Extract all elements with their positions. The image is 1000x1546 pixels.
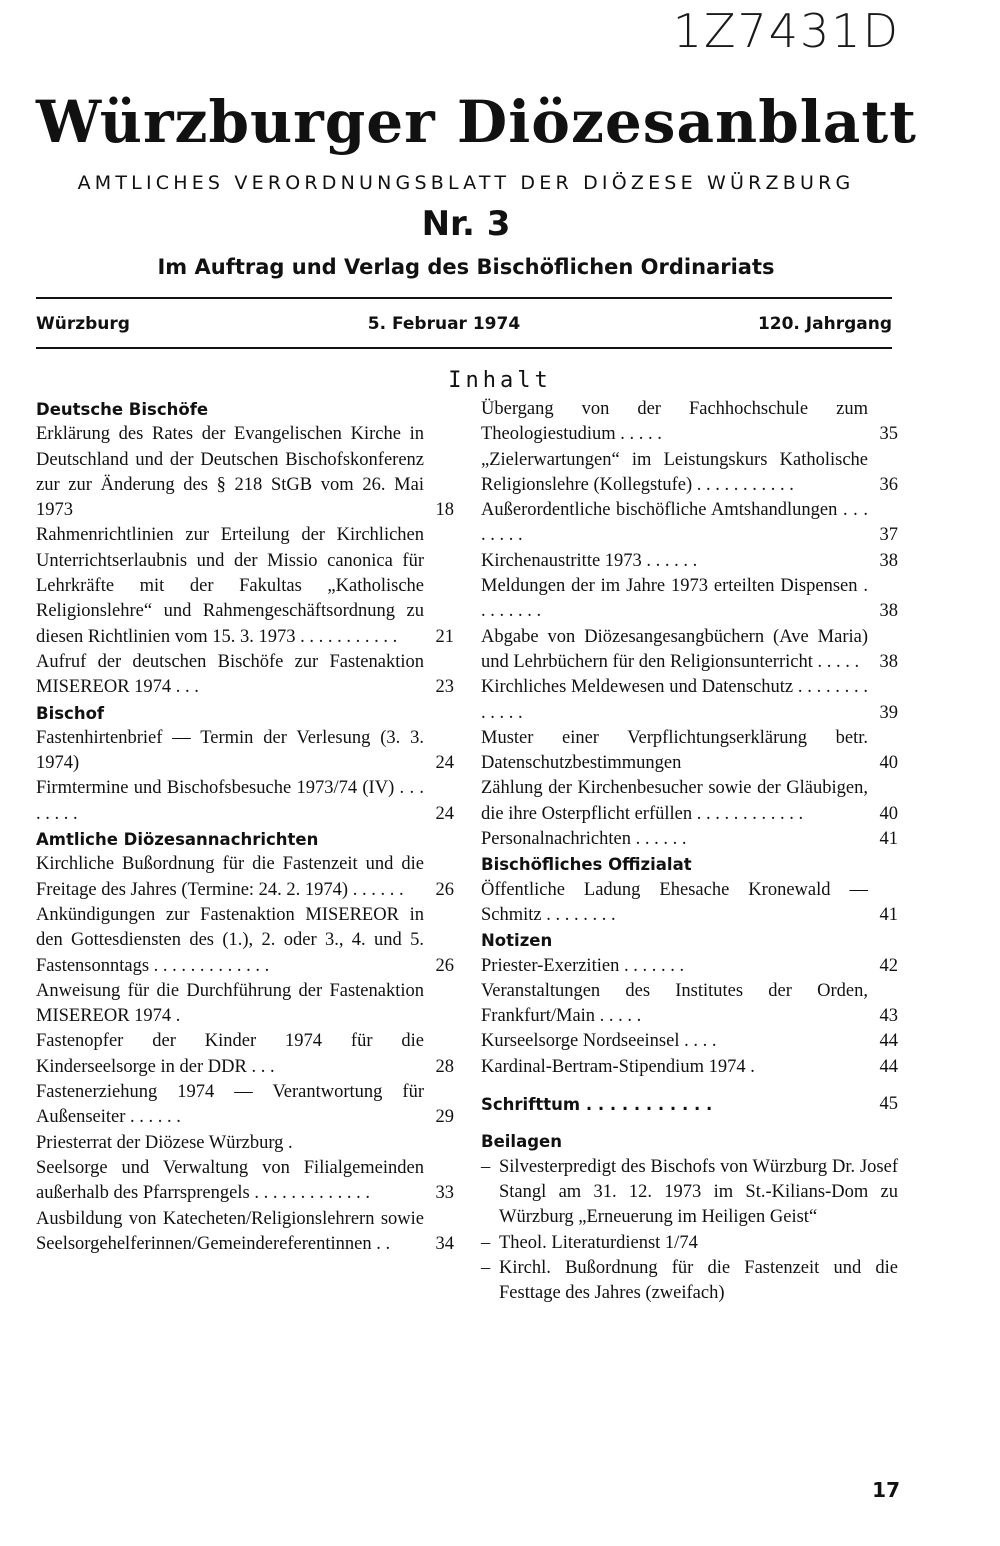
toc-entry-page: 45 [879, 1094, 898, 1115]
toc-entry [481, 1029, 898, 1054]
dash-bullet: – [481, 1257, 491, 1278]
toc-entry-title: Aufruf der deutschen Bischöfe zur Fastenaktion MISEREOR 1974 . . . [36, 651, 424, 698]
toc-entry-page: 24 [435, 803, 454, 824]
toc-entry-title: „Zielerwartungen“ im Leistungskurs Katholische Religionslehre (Kollegstufe) . . . . . . . . . . . [481, 449, 868, 495]
toc-entry [481, 397, 898, 448]
archive-signature: 1Z7431D [672, 4, 900, 58]
supplement-item [481, 1231, 898, 1256]
toc-entry [481, 1092, 898, 1117]
toc-entry-title: Übergang von der Fachhochschule zum Theologiestudium . . . . . [481, 399, 868, 445]
toc-entry [36, 523, 454, 649]
section-heading: Deutsche Bischöfe [36, 400, 209, 419]
toc-entry-page: 36 [879, 474, 898, 495]
dash-bullet: – [481, 1156, 491, 1177]
toc-entry-title: Priesterrat der Diözese Würzburg . [36, 1132, 293, 1153]
dateline-date: 5. Februar 1974 [367, 314, 521, 334]
toc-entry-page: 34 [435, 1233, 454, 1254]
section-heading: Beilagen [481, 1132, 562, 1152]
toc-entry-page: 44 [879, 1031, 898, 1052]
toc-entry [481, 675, 898, 726]
toc-entry-page: 33 [435, 1183, 454, 1204]
toc-entry-title: Seelsorge und Verwaltung von Filialgemeinden außerhalb des Pfarrsprengels . . . . . . . . . . . . . [36, 1157, 424, 1204]
toc-entry-page: 23 [435, 677, 454, 698]
toc-entry-title: Kirchliches Meldewesen und Datenschutz . . . . . . . . . . . . . [481, 677, 868, 723]
toc-entry-title: Veranstaltungen des Institutes der Orden, Frankfurt/Main . . . . . [481, 980, 868, 1027]
toc-entry-title: Öffentliche Ladung Ehesache Kronewald — Schmitz . . . . . . . . [481, 879, 868, 925]
page-number: 17 [872, 1478, 900, 1502]
toc-entry-title: Rahmenrichtlinien zur Erteilung der Kirchlichen Unterrichtserlaubnis und der Missio canonica für Lehrkräfte mit der Fakultas „Katholische Religionslehre“ und Rahmengeschäftsordnung zu diesen Richtlinien vom 15. 3. 1973 . . . . . . . . . . . [36, 525, 424, 647]
section-heading: Notizen [481, 931, 553, 951]
toc-entry-page: 40 [879, 753, 898, 774]
toc-entry [481, 954, 898, 979]
toc-entry-title: Kardinal-Bertram-Stipendium 1974 . [481, 1056, 755, 1077]
dash-bullet: – [481, 1232, 491, 1253]
top-rule [36, 297, 892, 299]
toc-entry-title: Personalnachrichten . . . . . . [481, 829, 687, 850]
toc-entry [481, 625, 898, 676]
toc-entry-title: Anweisung für die Durchführung der Fastenaktion MISEREOR 1974 . [36, 980, 424, 1027]
dateline-volume: 120. Jahrgang [757, 314, 892, 334]
toc-entry [36, 852, 454, 903]
toc-entry [36, 650, 454, 701]
toc-entry [36, 1131, 454, 1156]
supplement-text: Kirchl. Bußordnung für die Fastenzeit und die Festtage des Jahres (zweifach) [499, 1257, 898, 1304]
toc-entry-page: 39 [879, 702, 898, 723]
toc-entry-page: 24 [435, 753, 454, 774]
toc-entry-title: Fastenerziehung 1974 — Verantwortung für Außenseiter . . . . . . [36, 1082, 424, 1128]
toc-entry [36, 422, 454, 523]
contents-right-column [481, 397, 898, 1306]
toc-entry-page: 37 [879, 525, 898, 546]
toc-entry-page: 35 [879, 424, 898, 445]
toc-entry-title: Zählung der Kirchenbesucher sowie der Gläubigen, die ihre Osterpflicht erfüllen . . . . . . . . . . . . [481, 778, 868, 824]
toc-entry-page: 43 [879, 1006, 898, 1027]
publisher-line: Im Auftrag und Verlag des Bischöflichen Ordinariats [157, 255, 775, 279]
toc-entry-title: Fastenhirtenbrief — Termin der Verlesung (3. 3. 1974) [36, 727, 424, 774]
toc-entry [36, 1029, 454, 1080]
section-heading: Amtliche Diözesannachrichten [36, 830, 319, 850]
issue-number: Nr. 3 [421, 204, 511, 244]
toc-entry [481, 498, 898, 549]
toc-entry [36, 1080, 454, 1131]
supplement-item [481, 1256, 898, 1307]
contents-heading: Inhalt [448, 368, 552, 393]
toc-entry-title: Muster einer Verpflichtungserklärung betr. Datenschutzbestimmungen [481, 727, 868, 774]
bottom-rule [36, 347, 892, 349]
supplement-item [481, 1155, 898, 1231]
toc-entry-page: 38 [879, 651, 898, 672]
toc-entry-page: 26 [435, 879, 454, 900]
toc-entry [481, 726, 898, 777]
toc-entry [36, 1156, 454, 1207]
toc-entry-title: Fastenopfer der Kinder 1974 für die Kinderseelsorge in der DDR . . . [36, 1031, 424, 1077]
section-heading: Bischöfliches Offizialat [481, 855, 692, 875]
toc-entry-title: Abgabe von Diözesangesangbüchern (Ave Maria) und Lehrbüchern für den Religionsunterricht . . . . . [481, 626, 868, 672]
contents-left-column [36, 397, 454, 1257]
toc-entry-title: Erklärung des Rates der Evangelischen Kirche in Deutschland und der Deutschen Bischofskonferenz zur zur Änderung des § 218 StGB vom 26. Mai 1973 [36, 424, 424, 521]
toc-entry [36, 776, 454, 827]
toc-entry-page: 41 [879, 829, 898, 850]
toc-entry [36, 1207, 454, 1258]
supplement-text: Theol. Literaturdienst 1/74 [499, 1232, 698, 1253]
toc-entry-title: Meldungen der im Jahre 1973 erteilten Dispensen . . . . . . . . [481, 576, 868, 622]
spacer [481, 1080, 898, 1092]
toc-entry-page: 26 [435, 955, 454, 976]
toc-entry-title: Firmtermine und Bischofsbesuche 1973/74 (IV) . . . . . . . . [36, 778, 424, 824]
toc-entry [481, 827, 898, 852]
spacer [481, 1117, 898, 1129]
toc-entry-title: Kirchliche Bußordnung für die Fastenzeit und die Freitage des Jahres (Termine: 24. 2. 1974) . . . . . . [36, 854, 424, 900]
toc-entry [481, 448, 898, 499]
toc-entry-page: 29 [435, 1107, 454, 1128]
toc-entry-title: Schrifttum . . . . . . . . . . . [481, 1095, 713, 1115]
dateline-place: Würzburg [36, 314, 130, 334]
toc-entry [481, 574, 898, 625]
toc-entry [36, 903, 454, 979]
toc-entry-title: Ausbildung von Katecheten/Religionslehrern sowie Seelsorgehelferinnen/Gemeindereferentinnen . . [36, 1208, 424, 1254]
toc-entry-page: 21 [435, 626, 454, 647]
toc-entry [481, 878, 898, 929]
toc-entry-page: 38 [879, 601, 898, 622]
toc-entry-title: Kurseelsorge Nordseeinsel . . . . [481, 1031, 717, 1052]
toc-entry-page: 40 [879, 803, 898, 824]
toc-entry [36, 979, 454, 1030]
toc-entry [481, 549, 898, 574]
toc-entry-page: 42 [879, 955, 898, 976]
toc-entry [36, 726, 454, 777]
supplement-text: Silvesterpredigt des Bischofs von Würzburg Dr. Josef Stangl am 31. 12. 1973 im St.-Kilians-Dom zu Würzburg „Erneuerung im Heiligen Geist“ [499, 1156, 898, 1228]
masthead-subtitle: AMTLICHES VERORDNUNGSBLATT DER DIÖZESE WÜRZBURG [77, 172, 855, 194]
toc-entry-page: 41 [879, 904, 898, 925]
toc-entry-title: Kirchenaustritte 1973 . . . . . . [481, 550, 698, 571]
toc-entry-title: Ankündigungen zur Fastenaktion MISEREOR in den Gottesdiensten des (1.), 2. oder 3., 4. und 5. Fastensonntags . . . . . . . . . . . . . [36, 904, 424, 976]
toc-entry-title: Priester-Exerzitien . . . . . . . [481, 955, 685, 976]
toc-entry [481, 979, 898, 1030]
toc-entry [481, 776, 898, 827]
toc-entry-page: 28 [435, 1056, 454, 1077]
toc-entry-page: 38 [879, 550, 898, 571]
section-heading: Bischof [36, 703, 105, 723]
toc-entry-page: 18 [435, 500, 454, 521]
toc-entry-title: Außerordentliche bischöfliche Amtshandlungen . . . . . . . . [481, 500, 868, 546]
toc-entry-page: 44 [879, 1056, 898, 1077]
masthead-title: Würzburger Diözesanblatt [36, 88, 917, 156]
toc-entry [481, 1055, 898, 1080]
dateline [36, 314, 892, 334]
